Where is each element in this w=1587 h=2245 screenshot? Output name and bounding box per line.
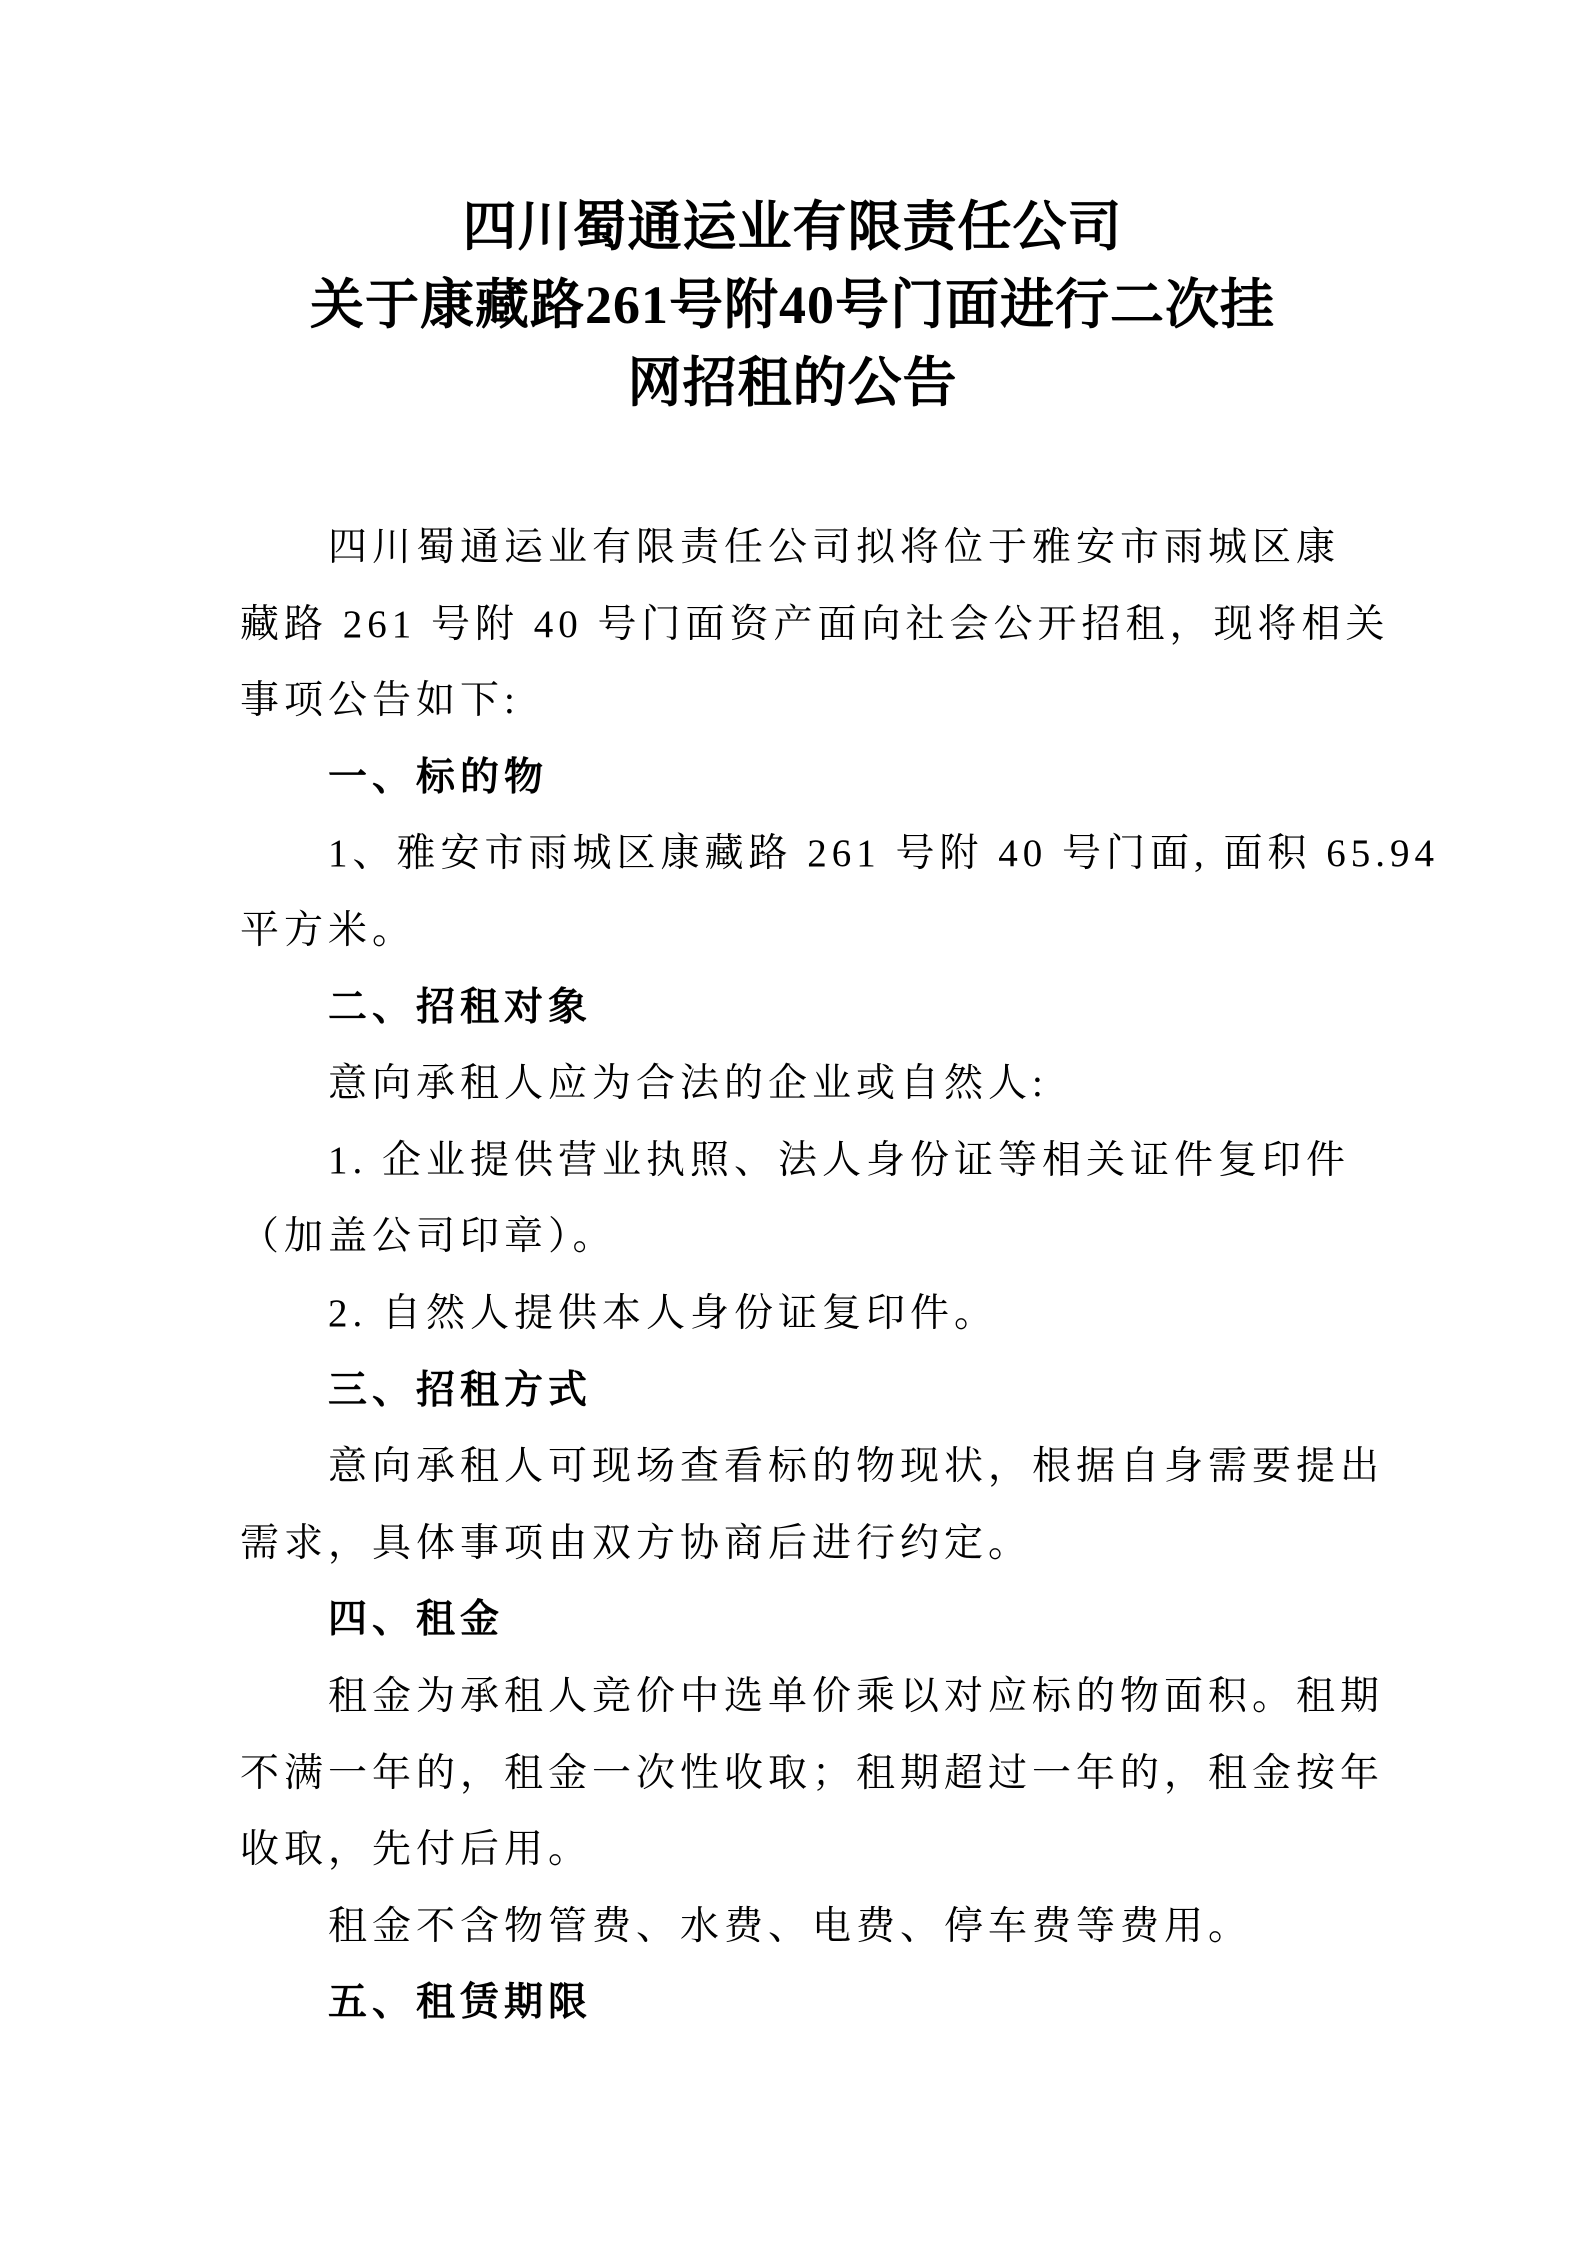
- paragraph: [240, 1889, 1345, 1966]
- heading-line: 四、租金: [328, 1598, 505, 1642]
- text-line: 收取，先付后用。: [240, 1828, 593, 1872]
- title-line: 四川蜀通运业有限责任公司: [462, 197, 1123, 257]
- paragraph: [240, 1659, 1385, 1889]
- text-line: 1、雅安市雨城区康藏路 261 号附 40 号门面, 面积 65.94: [328, 832, 1440, 876]
- document-body: [240, 510, 1440, 2042]
- text-line: （加盖公司印章）。: [240, 1215, 617, 1259]
- paragraph: [240, 1046, 1345, 1123]
- text-line: 藏路 261 号附 40 号门面资产面向社会公开招租，现将相关: [240, 602, 1390, 646]
- section-heading: [240, 1965, 1345, 2042]
- text-line: 1. 企业提供营业执照、法人身份证等相关证件复印件: [328, 1138, 1351, 1182]
- text-line: 需求，具体事项由双方协商后进行约定。: [240, 1521, 1033, 1565]
- title-line: 网招租的公告: [627, 353, 958, 413]
- section-heading: [240, 970, 1345, 1047]
- text-line: 平方米。: [240, 908, 417, 952]
- heading-line: 三、招租方式: [328, 1368, 593, 1412]
- text-line: 意向承租人可现场查看标的物现状，根据自身需要提出: [328, 1445, 1385, 1489]
- section-heading: [240, 1353, 1345, 1430]
- document-title: [240, 188, 1345, 422]
- section-heading: [240, 740, 1345, 817]
- paragraph: [240, 1276, 1345, 1353]
- text-line: 不满一年的，租金一次性收取；租期超过一年的，租金按年: [240, 1751, 1385, 1795]
- heading-line: 二、招租对象: [328, 985, 593, 1029]
- paragraph: [240, 510, 1390, 740]
- heading-line: 一、标的物: [328, 755, 549, 799]
- section-heading: [240, 1582, 1345, 1659]
- text-line: 四川蜀通运业有限责任公司拟将位于雅安市雨城区康: [328, 526, 1341, 569]
- text-line: 事项公告如下:: [240, 679, 520, 723]
- text-line: 意向承租人应为合法的企业或自然人:: [328, 1062, 1048, 1106]
- paragraph: [240, 816, 1440, 969]
- text-line: 2. 自然人提供本人身份证复印件。: [328, 1291, 999, 1335]
- paragraph: [240, 1123, 1351, 1276]
- text-line: 租金为承租人竞价中选单价乘以对应标的物面积。租期: [328, 1674, 1385, 1718]
- title-line: 关于康藏路261号附40号门面进行二次挂: [310, 275, 1275, 335]
- paragraph: [240, 1429, 1385, 1582]
- text-line: 租金不含物管费、水费、电费、停车费等费用。: [328, 1904, 1253, 1948]
- heading-line: 五、租赁期限: [328, 1981, 593, 2025]
